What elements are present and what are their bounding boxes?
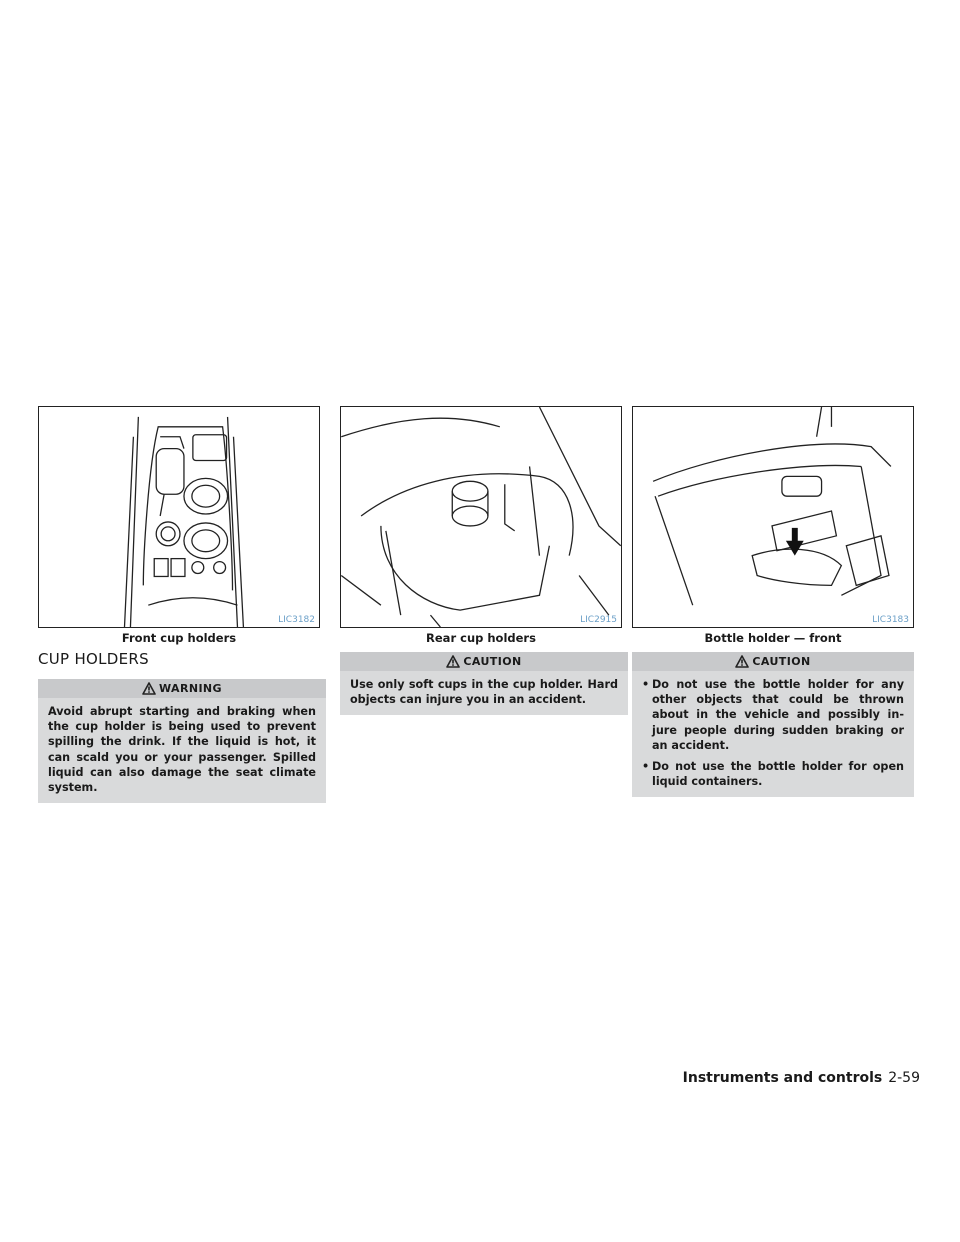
list-item-text: Do not use the bottle holder for any other objects that could be thrown about in the vehicle and possibly in- jure people during sudden braking or an accident. (652, 678, 904, 752)
figure-rear-cup-holders (340, 406, 622, 628)
bottle-holder-illustration (633, 407, 913, 627)
caution-header (340, 652, 628, 671)
caution-box-bottle (632, 652, 914, 797)
front-cup-holder-illustration (39, 407, 319, 627)
warning-header (38, 679, 326, 698)
list-item-text: Do not use the bottle holder for open liquid containers. (652, 760, 904, 789)
figure-caption: Rear cup holders (426, 631, 536, 645)
caution-triangle-icon (446, 655, 460, 668)
rear-cup-holder-illustration (341, 407, 621, 627)
warning-triangle-icon (142, 682, 156, 695)
warning-text: Avoid abrupt starting and braking when the cup holder is being used to prevent spilling the drink. If the liquid is hot, it can scald you or your passenger. Spilled liquid can also damage the seat climate system. (48, 705, 316, 795)
page-number: 2-59 (888, 1070, 920, 1086)
caution-list (642, 677, 904, 789)
figure-caption: Bottle holder — front (704, 631, 842, 645)
figure-code: LIC3183 (872, 615, 909, 625)
page-footer (683, 1070, 920, 1086)
footer-section-title: Instruments and controls (682, 1070, 883, 1086)
list-item (642, 759, 904, 789)
warning-label: WARNING (159, 682, 222, 695)
caution-box-rear (340, 652, 628, 715)
warning-box (38, 679, 326, 803)
arrow-down-icon (786, 528, 804, 556)
figure-caption: Front cup holders (121, 631, 237, 645)
caution-label: CAUTION (463, 655, 522, 668)
figure-code: LIC3182 (278, 615, 315, 625)
figure-code: LIC2915 (580, 615, 617, 625)
figure-bottle-holder (632, 406, 914, 628)
bullet-icon: • (642, 678, 650, 691)
caution-label: CAUTION (752, 655, 811, 668)
caution-triangle-icon (735, 655, 749, 668)
list-item (642, 677, 904, 753)
bullet-icon: • (642, 760, 650, 774)
figure-front-cup-holders (38, 406, 320, 628)
section-title: CUP HOLDERS (38, 650, 149, 668)
caution-text: Use only soft cups in the cup holder. Hard objects can injure you in an accident. (350, 678, 618, 707)
caution-header (632, 652, 914, 671)
